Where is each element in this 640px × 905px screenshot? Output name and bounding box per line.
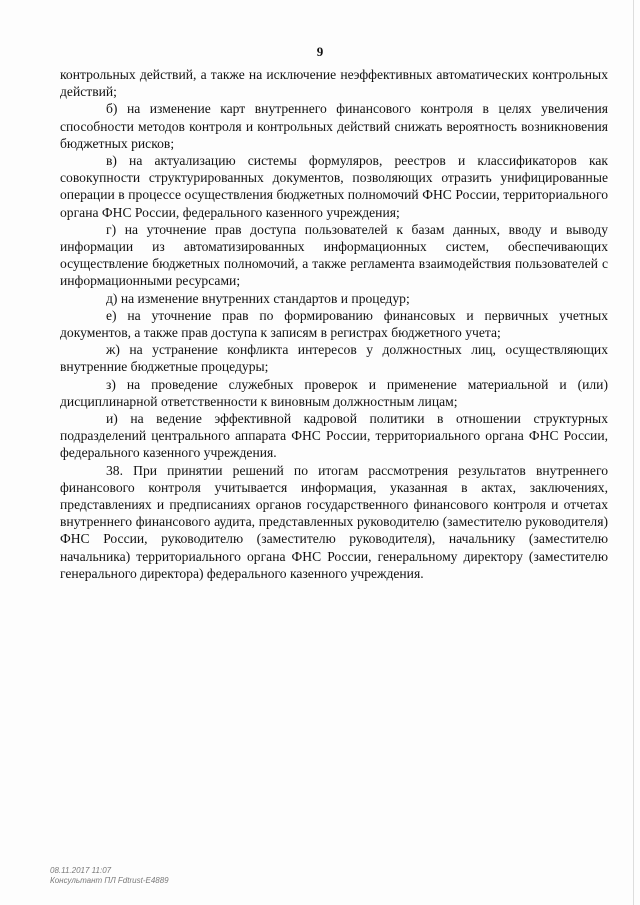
paragraph-item-g: г) на уточнение прав доступа пользователей к базам данных, вводу и выводу информации из автоматизированных информационных систем, обеспечивающих осуществление бюджетных полномочий, а также регламента взаимодействия пользователей с информационными ресурсами; (60, 221, 608, 289)
paragraph-item-zh: ж) на устранение конфликта интересов у должностных лиц, осуществляющих внутренние бюджетные процедуры; (60, 342, 608, 375)
paragraph-clause-38: 38. При принятии решений по итогам рассмотрения результатов внутреннего финансового контроля учитывается информация, указанная в актах, заключениях, представлениях и предписаниях органов государственного финансового контроля и отчетах внутреннего финансового аудита, представленных руководителю (заместителю руководителя) ФНС России, руководителю (заместителю руководителя), начальнику (заместителю начальника) территориального органа ФНС России, генеральному директору (заместителю генерального директора) федерального казенного учреждения. (60, 462, 608, 581)
paragraph-item-z: з) на проведение служебных проверок и применение материальной и (или) дисциплинарной ответственности к виновным должностным лицам; (60, 376, 608, 409)
paragraph-item-v: в) на актуализацию системы формуляров, реестров и классификаторов как совокупности структурированных документов, позволяющих отразить унифицированные операции в процессе осуществления бюджетных полномочий ФНС России, территориального органа ФНС России, федерального казенного учреждения; (60, 153, 608, 220)
page-edge-divider (633, 0, 634, 905)
paragraph-item-e: е) на уточнение прав по формированию финансовых и первичных учетных документов, а также прав доступа к записям в регистрах бюджетного учета; (60, 307, 608, 341)
paragraph-item-i: и) на ведение эффективной кадровой политики в отношении структурных подразделений центрального аппарата ФНС России, территориального органа ФНС России, федерального казенного учреждения. (60, 411, 608, 461)
footer-source: Консультант ПЛ Fdtrust-E4889 (50, 876, 169, 885)
document-body (60, 66, 608, 582)
footer-stamp (50, 866, 169, 886)
paragraph-continuation: контрольных действий, а также на исключение неэффективных автоматических контрольных действий; (60, 67, 608, 100)
paragraph-item-b: б) на изменение карт внутреннего финансового контроля в целях увеличения способности методов контроля и контрольных действий снижать вероятность возникновения бюджетных рисков; (60, 101, 608, 151)
page-number: 9 (316, 44, 324, 59)
footer-timestamp: 08.11.2017 11:07 (50, 866, 112, 875)
paragraph-item-d: д) на изменение внутренних стандартов и процедур; (106, 290, 410, 306)
